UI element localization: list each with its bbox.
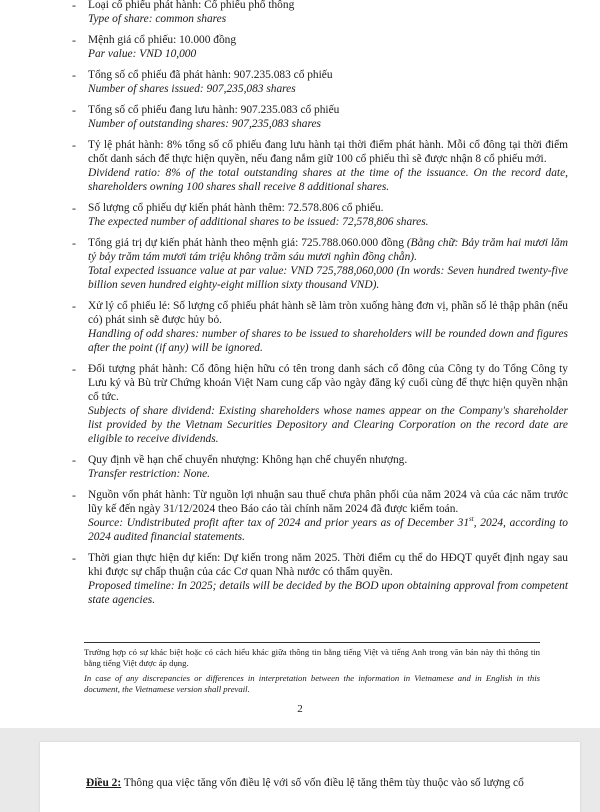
bullet-dash: - — [72, 453, 76, 467]
item-english: Subjects of share dividend: Existing shareholders whose names appear on the Company's shareholder list provided by the Vietnam Securities Depository and Clearing Corporation on the record date are eligible to receive dividends. — [88, 405, 568, 445]
bullet-dash: - — [72, 299, 76, 313]
item-vietnamese-main: Tổng giá trị dự kiến phát hành theo mệnh giá: 725.788.060.000 đồng — [88, 237, 404, 249]
item-english: Par value: VND 10,000 — [88, 48, 197, 60]
article-2-heading — [86, 776, 556, 790]
list-item — [72, 33, 568, 61]
item-vietnamese — [88, 236, 568, 264]
item-english: Proposed timeline: In 2025; details will be decided by the BOD upon obtaining approval from competent state agencies. — [88, 580, 568, 606]
item-english: Type of share: common shares — [88, 13, 227, 25]
bullet-dash: - — [72, 362, 76, 376]
item-english-main: Source: Undistributed profit after tax of 2024 and prior years as of December 31 — [88, 517, 470, 529]
item-vietnamese: Quy định về hạn chế chuyển nhượng: Không hạn chế chuyển nhượng. — [88, 454, 408, 466]
ordinal-suffix: st — [469, 515, 474, 524]
item-english: Total expected issuance value at par value: VND 725,788,060,000 (In words: Seven hundred twenty-five billion seven hundred eighty-eight million sixty thousand VND). — [88, 265, 568, 291]
article-label: Điều 2: — [86, 777, 122, 789]
bullet-dash: - — [72, 488, 76, 502]
bullet-dash: - — [72, 33, 76, 47]
item-vietnamese: Số lượng cổ phiếu dự kiến phát hành thêm: 72.578.806 cổ phiếu. — [88, 202, 384, 214]
item-vietnamese-in-words: (Bằng chữ: Bảy trăm hai mươi lăm tỷ bảy trăm tám mươi tám triệu không trăm sáu mươi nghìn đồng chẵn). — [88, 237, 568, 263]
item-vietnamese: Mệnh giá cổ phiếu: 10.000 đồng — [88, 34, 237, 46]
list-item — [72, 236, 568, 292]
page-number: 2 — [297, 703, 303, 715]
bullet-dash: - — [72, 68, 76, 82]
footnote-vietnamese: Trường hợp có sự khác biệt hoặc có cách hiểu khác giữa thông tin bằng tiếng Việt và tiếng Anh trong văn bản này thì thông tin bằng tiếng Việt được áp dụng. — [84, 647, 540, 668]
item-vietnamese: Tổng số cổ phiếu đang lưu hành: 907.235.083 cổ phiếu — [88, 104, 340, 116]
item-vietnamese: Đối tượng phát hành: Cổ đông hiện hữu có tên trong danh sách cổ đông của Công ty do Tổng Công ty Lưu ký và Bù trừ Chứng khoán Việt Nam cung cấp vào ngày đăng ký cuối cùng để thực hiện quyền nhận cổ tức. — [88, 363, 568, 403]
list-item — [72, 488, 568, 544]
list-item — [72, 299, 568, 355]
bullet-dash: - — [72, 103, 76, 117]
item-vietnamese: Loại cổ phiếu phát hành: Cổ phiếu phổ thông — [88, 0, 295, 11]
list-item — [72, 362, 568, 446]
footnote-divider — [84, 642, 540, 643]
bullet-dash: - — [72, 138, 76, 152]
list-item — [72, 551, 568, 607]
issuance-terms-list — [72, 0, 568, 614]
item-english-tail: , 2024, according to 2024 audited financial statements. — [88, 517, 568, 543]
list-item — [72, 68, 568, 96]
bullet-dash: - — [72, 0, 76, 12]
list-item — [72, 138, 568, 194]
item-vietnamese: Xử lý cổ phiếu lẻ: Số lượng cổ phiếu phát hành sẽ làm tròn xuống hàng đơn vị, phần số lẻ thập phân (nếu có) phát sinh sẽ được hủy bỏ. — [88, 300, 568, 326]
item-vietnamese: Tổng số cổ phiếu đã phát hành: 907.235.083 cổ phiếu — [88, 69, 333, 81]
item-vietnamese: Tỷ lệ phát hành: 8% tổng số cổ phiếu đang lưu hành tại thời điểm phát hành. Mỗi cổ đông tại thời điểm chốt danh sách để thực hiện quyền, nếu đang nắm giữ 100 cổ phiếu thì sẽ được nhận 8 cổ phiếu mới. — [88, 139, 568, 165]
list-item — [72, 201, 568, 229]
item-english: Number of outstanding shares: 907,235,083 shares — [88, 118, 321, 130]
bullet-dash: - — [72, 551, 76, 565]
footnote-english: In case of any discrepancies or differences in interpretation between the information in Vietnamese and in English in this document, the Vietnamese version shall prevail. — [84, 673, 540, 694]
bullet-dash: - — [72, 236, 76, 250]
item-english: Dividend ratio: 8% of the total outstanding shares at the time of the issuance. On the record date, shareholders owning 100 shares shall receive 8 additional shares. — [88, 167, 568, 193]
item-english: Number of shares issued: 907,235,083 shares — [88, 83, 296, 95]
item-english: The expected number of additional shares to be issued: 72,578,806 shares. — [88, 216, 429, 228]
list-item — [72, 0, 568, 26]
bullet-dash: - — [72, 201, 76, 215]
item-english: Transfer restriction: None. — [88, 468, 211, 480]
item-vietnamese: Nguồn vốn phát hành: Từ nguồn lợi nhuận sau thuế chưa phân phối của năm 2024 và của các năm trước lũy kế đến ngày 31/12/2024 theo Báo cáo tài chính năm 2024 đã được kiểm toán. — [88, 489, 568, 515]
article-text: Thông qua việc tăng vốn điều lệ với số vốn điều lệ tăng thêm tùy thuộc vào số lượng cổ — [121, 777, 524, 789]
item-vietnamese: Thời gian thực hiện dự kiến: Dự kiến trong năm 2025. Thời điểm cụ thể do HĐQT quyết định ngay sau khi được sự chấp thuận của các Cơ quan Nhà nước có thẩm quyền. — [88, 552, 568, 578]
item-english: Handling of odd shares: number of shares to be issued to shareholders will be rounded down and figures after the point (if any) will be ignored. — [88, 328, 568, 354]
item-english — [88, 516, 568, 544]
list-item — [72, 103, 568, 131]
list-item — [72, 453, 568, 481]
